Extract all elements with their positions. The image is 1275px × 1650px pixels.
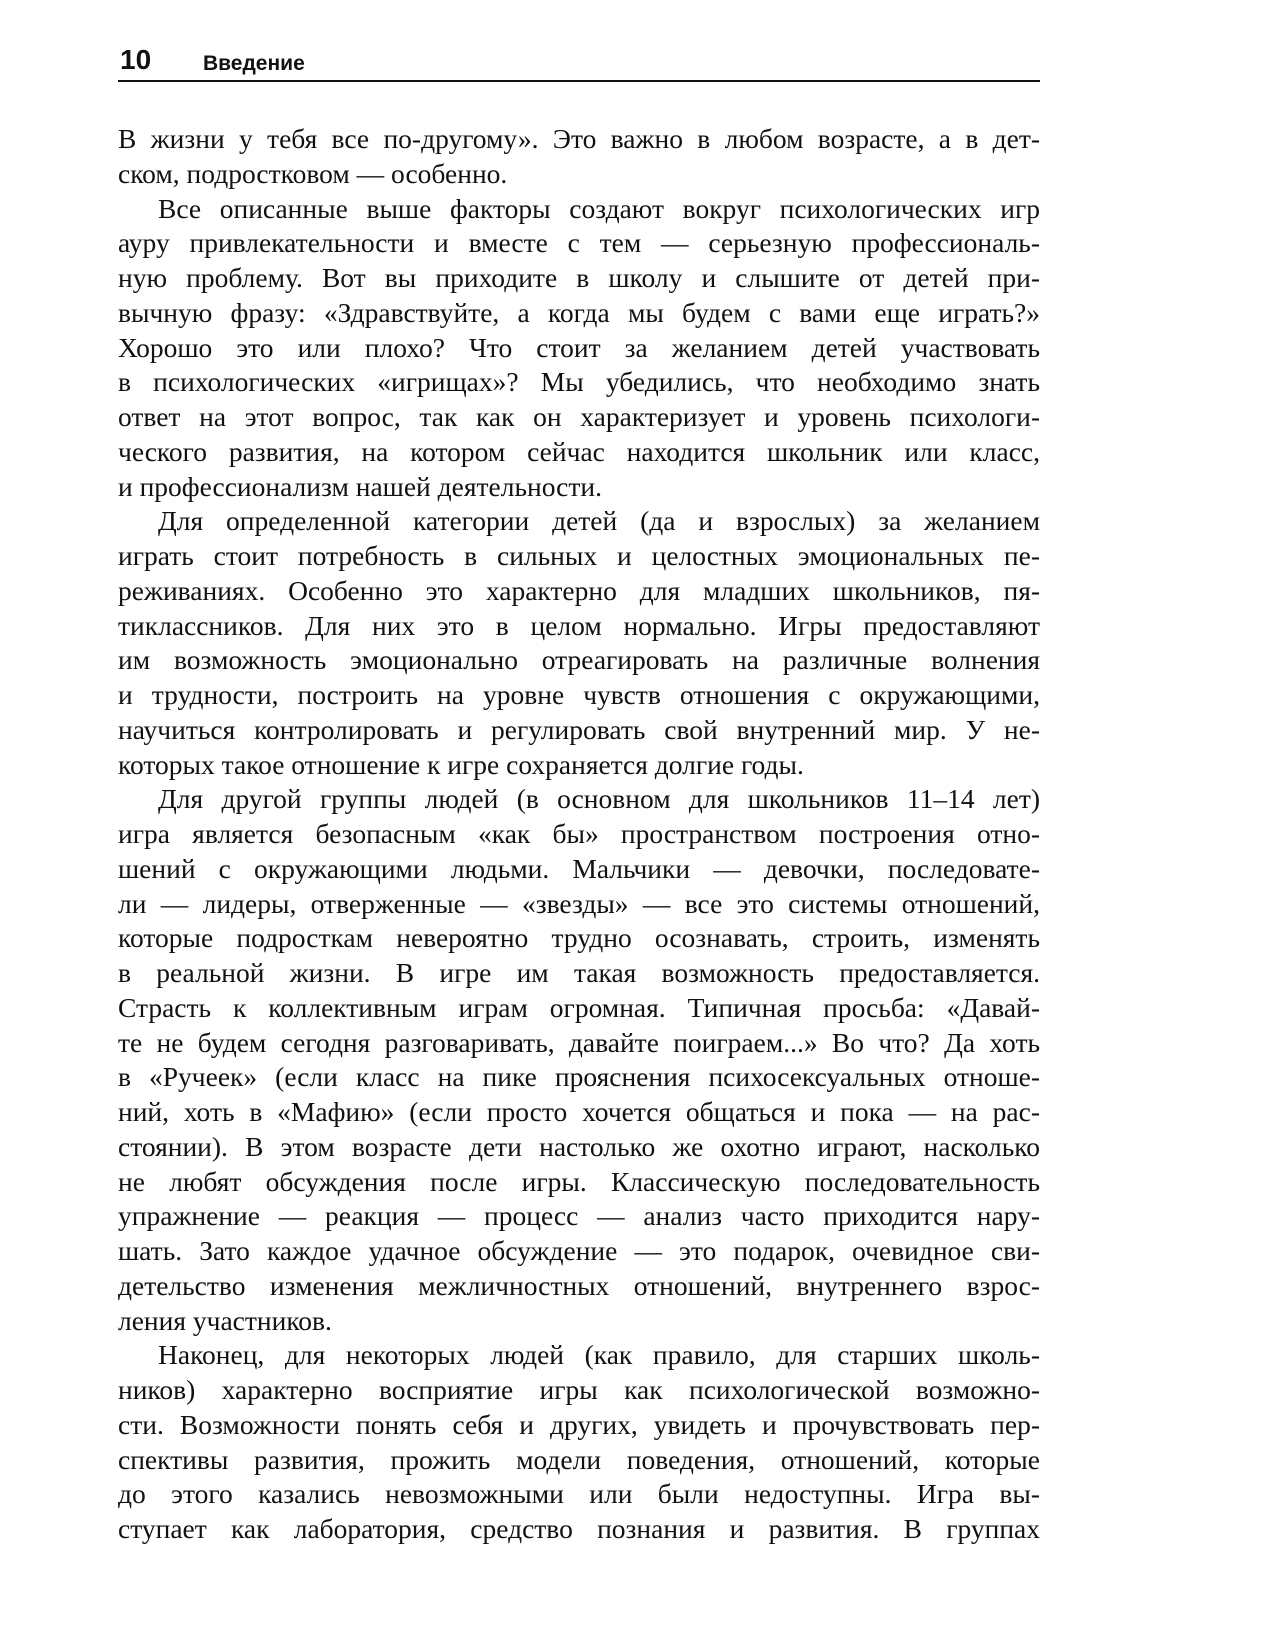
text-line: которые подросткам невероятно трудно осознавать, строить, изменять <box>118 922 1040 954</box>
text-line: ную проблему. Вот вы приходите в школу и слышите от детей при- <box>118 262 1040 293</box>
text-line: ответ на этот вопрос, так как он характеризует и уровень психологи- <box>118 401 1040 432</box>
text-line: научиться контролировать и регулировать свой внутренний мир. У не- <box>118 713 1040 745</box>
text-line: им возможность эмоционально отреагировать на различные волнения <box>118 644 1040 676</box>
text-line: сти. Возможности понять себя и других, увидеть и прочувствовать пер- <box>118 1408 1040 1440</box>
text-line: упражнение — реакция — процесс — анализ часто приходится нару- <box>118 1200 1040 1232</box>
text-line: ступает как лаборатория, средство познания и развития. В группах <box>118 1513 1040 1544</box>
text-line: ческого развития, на котором сейчас находится школьник или класс, <box>118 435 1040 467</box>
page-number: 10 <box>120 44 152 75</box>
text-line: Для другой группы людей (в основном для школьников 11–14 лет) <box>158 783 1040 815</box>
text-line: ников) характерно восприятие игры как психологической возможно- <box>118 1374 1040 1405</box>
header-rule <box>118 80 1040 82</box>
text-line: ли — лидеры, отверженные — «звезды» — все это системы отношений, <box>118 887 1040 919</box>
text-line: которых такое отношение к игре сохраняется долгие годы. <box>118 748 804 780</box>
text-line: Для определенной категории детей (да и взрослых) за желанием <box>158 505 1040 537</box>
text-line: Хорошо это или плохо? Что стоит за желанием детей участвовать <box>118 331 1040 363</box>
text-line: В жизни у тебя все по-другому». Это важно в любом возрасте, а в дет- <box>118 123 1040 154</box>
text-line: реживаниях. Особенно это характерно для младших школьников, пя- <box>118 574 1040 606</box>
text-line: до этого казались невозможными или были недоступны. Игра вы- <box>118 1478 1040 1510</box>
text-line: вычную фразу: «Здравствуйте, а когда мы будем с вами еще играть?» <box>118 296 1040 328</box>
text-line: детельство изменения межличностных отношений, внутреннего взрос- <box>118 1269 1040 1301</box>
text-line: Наконец, для некоторых людей (как правило, для старших школь- <box>158 1339 1040 1371</box>
running-head: Введение <box>203 52 305 75</box>
text-line: ний, хоть в «Мафию» (если просто хочется общаться и пока — на рас- <box>118 1096 1040 1127</box>
text-line: ауру привлекательности и вместе с тем — серьезную профессиональ- <box>118 227 1040 259</box>
text-line: и профессионализм нашей деятельности. <box>118 470 602 502</box>
text-line: ления участников. <box>118 1304 332 1336</box>
text-line: стоянии). В этом возрасте дети настолько же охотно играют, насколько <box>118 1130 1040 1162</box>
text-line: шений с окружающими людьми. Мальчики — девочки, последовате- <box>118 852 1040 884</box>
text-line: и трудности, построить на уровне чувств отношения с окружающими, <box>118 679 1040 710</box>
text-line: в реальной жизни. В игре им такая возможность предоставляется. <box>118 957 1040 988</box>
text-line: спективы развития, прожить модели поведения, отношений, которые <box>118 1443 1040 1475</box>
text-line: тиклассников. Для них это в целом нормально. Игры предоставляют <box>118 609 1040 641</box>
text-line: шать. Зато каждое удачное обсуждение — это подарок, очевидное сви- <box>118 1235 1040 1266</box>
text-line: игра является безопасным «как бы» пространством построения отно- <box>118 818 1040 849</box>
text-line: ском, подростковом — особенно. <box>118 157 508 189</box>
text-line: те не будем сегодня разговаривать, давайте поиграем...» Во что? Да хоть <box>118 1026 1040 1058</box>
text-line: в «Ручеек» (если класс на пике прояснения психосексуальных отноше- <box>118 1061 1040 1093</box>
text-line: Все описанные выше факторы создают вокруг психологических игр <box>158 192 1040 224</box>
text-line: Страсть к коллективным играм огромная. Типичная просьба: «Давай- <box>118 991 1040 1023</box>
text-line: не любят обсуждения после игры. Классическую последовательность <box>118 1165 1040 1197</box>
text-line: в психологических «игрищах»? Мы убедились, что необходимо знать <box>118 366 1040 398</box>
text-line: играть стоит потребность в сильных и целостных эмоциональных пе- <box>118 540 1040 571</box>
